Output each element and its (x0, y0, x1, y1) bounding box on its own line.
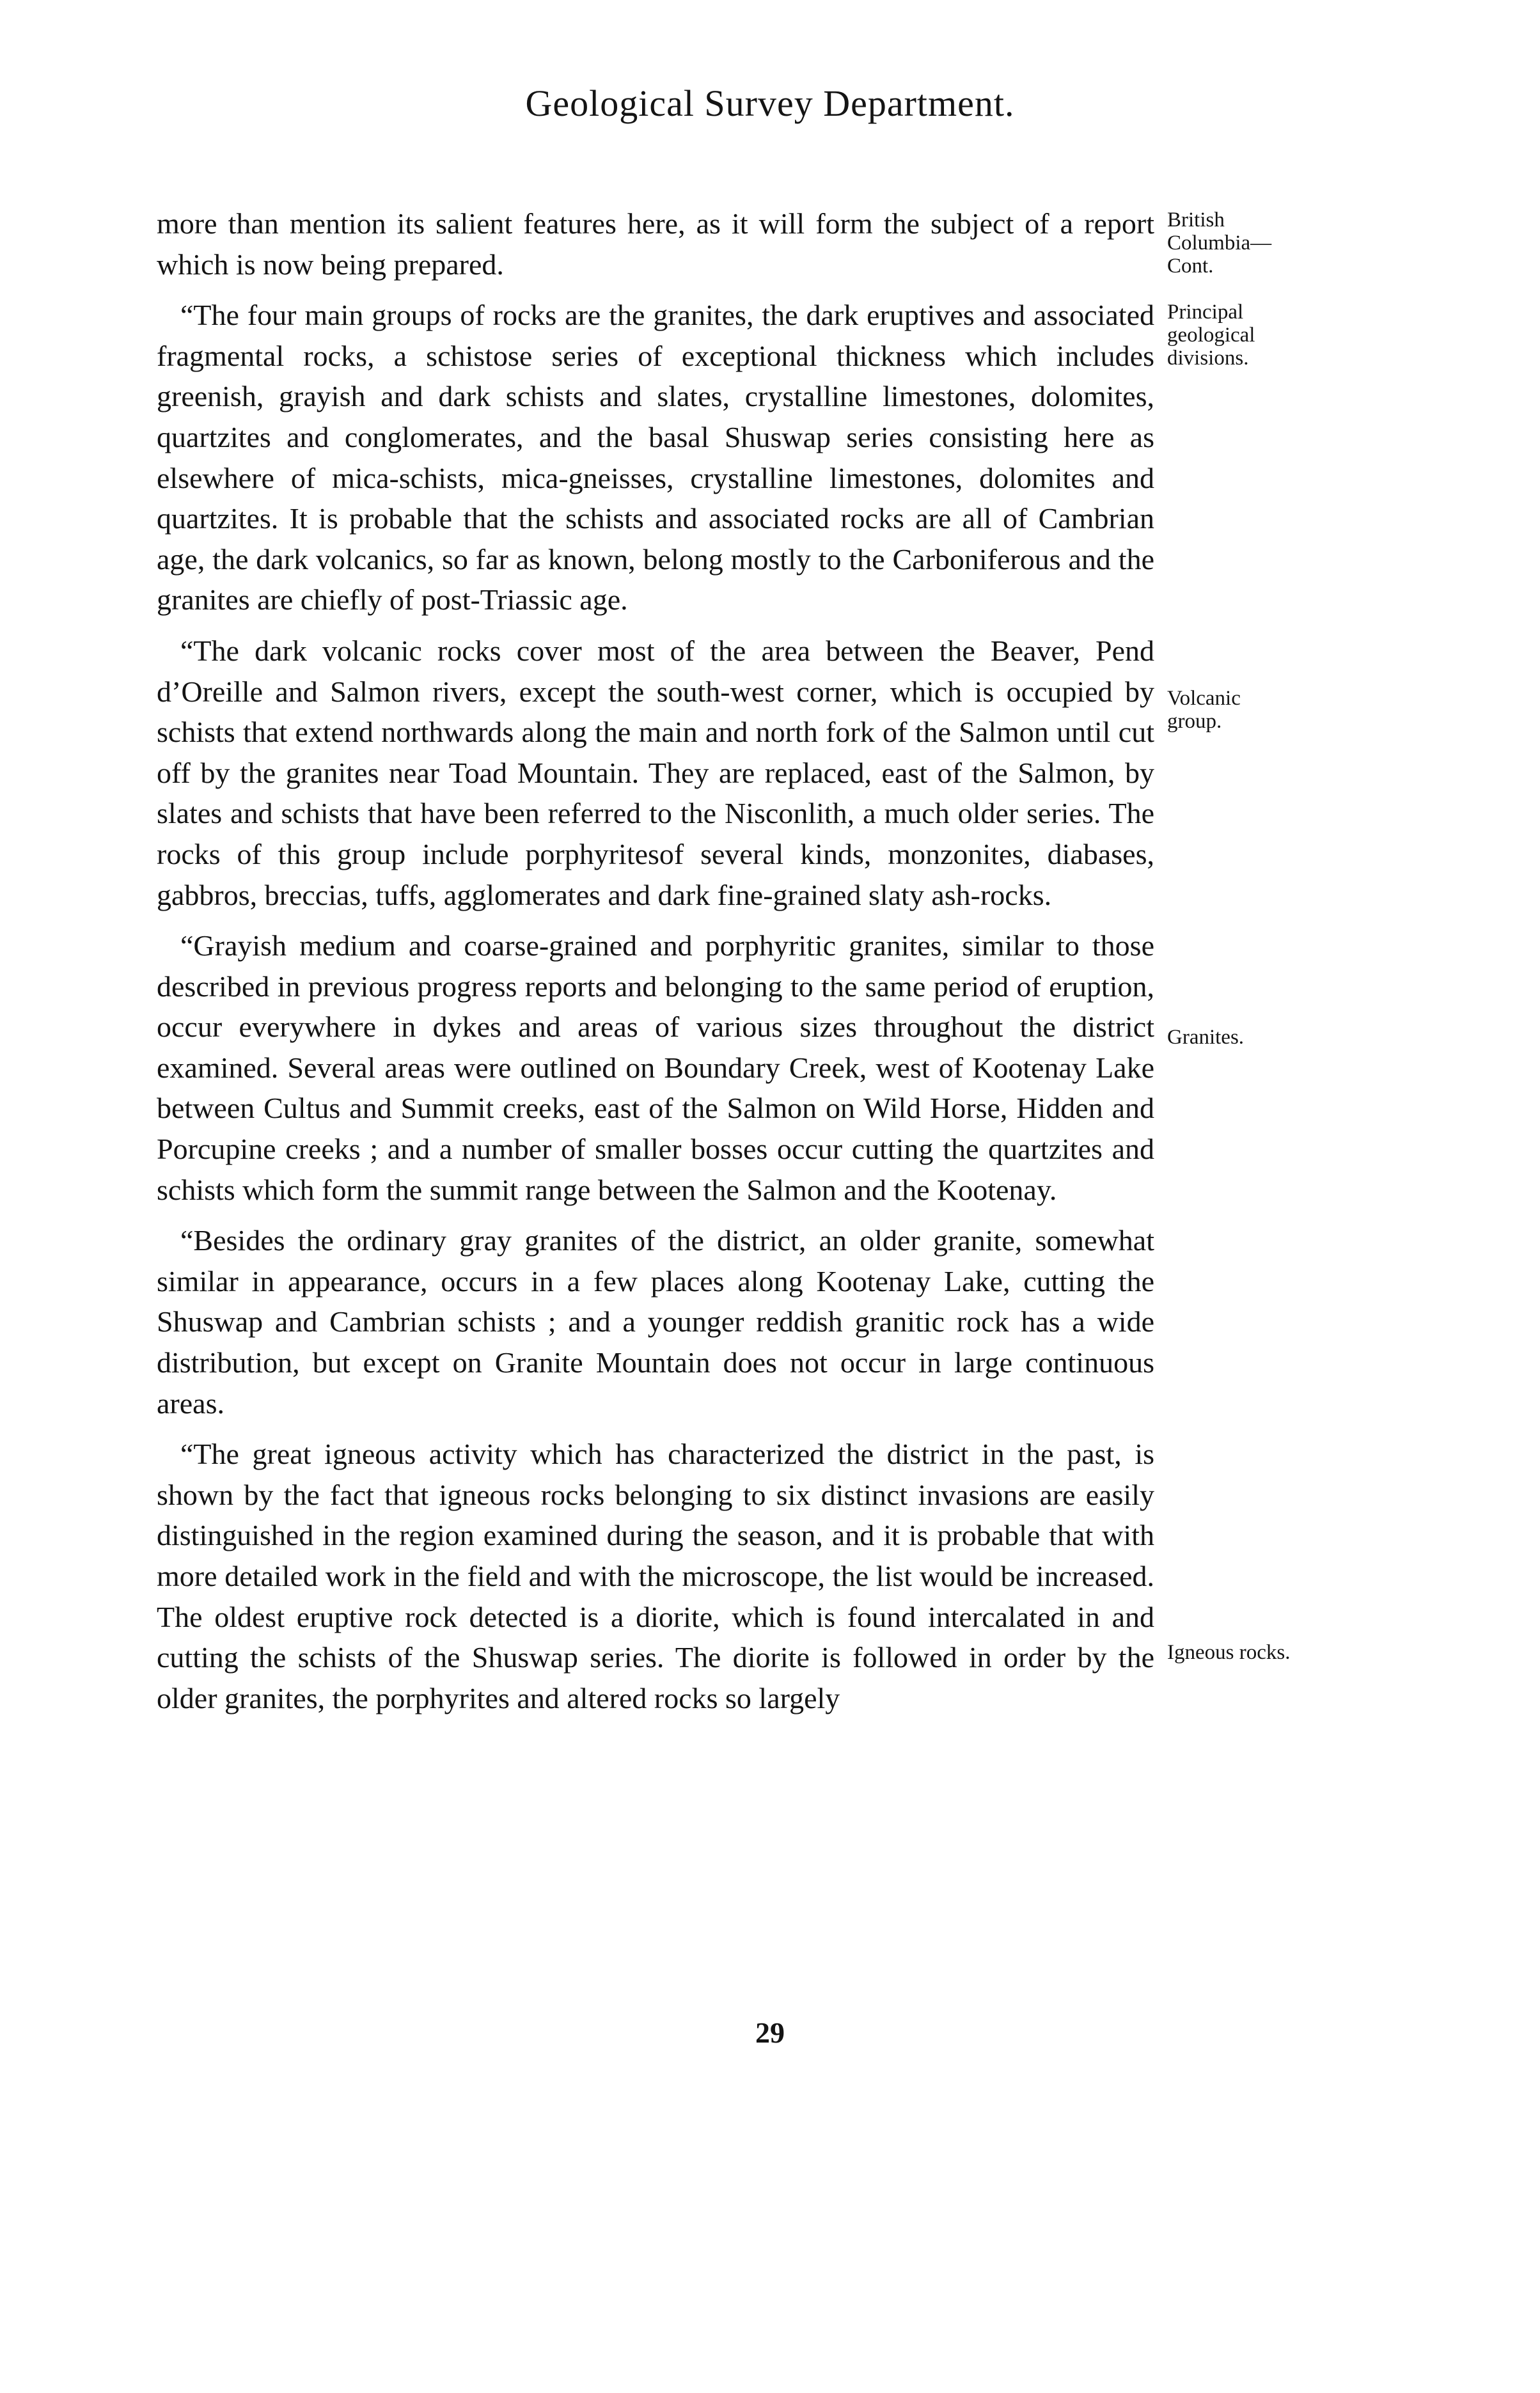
paragraph-granites: “Grayish medium and coarse-grained and porphyritic granites, similar to those described in previous progress reports and belonging to the same period of eruption, occur everywhere in dykes and areas of various sizes throughout the district examined. Several areas were outlined on Boundary Creek, west of Kootenay Lake between Cultus and Summit creeks, east of the Salmon on Wild Horse, Hidden and Porcupine creeks ; and a number of smaller bosses occur cutting the quartzites and schists which form the summit range between the Salmon and the Kootenay. (157, 929, 1154, 1206)
body-text (157, 203, 1154, 1718)
margin-note-principal-divisions: Principal geological divisions. (1167, 301, 1255, 370)
margin-note-british-columbia: British Columbia—Cont. (1167, 208, 1272, 278)
page-header-title: Geological Survey Department. (525, 82, 1015, 124)
paragraph-older-granite: “Besides the ordinary gray granites of the district, an older granite, somewhat similar in appearance, occurs in a few places along Kootenay Lake, cutting the Shuswap and Cambrian schists ; and a younger reddish granitic rock has a wide distribution, but except on Granite Mountain does not occur in large continuous areas. (157, 1224, 1154, 1420)
paragraph-main-groups: “The four main groups of rocks are the granites, the dark eruptives and associated fragmental rocks, a schistose series of exceptional thickness which includes greenish, grayish and dark schists and slates, crystalline limestones, dolomites, quartzites and conglomerates, and the basal Shuswap series consisting here as elsewhere of mica-schists, mica-gneisses, crystalline limestones, dolomites and quartzites. It is probable that the schists and associated rocks are all of Cambrian age, the dark volcanics, so far as known, belong mostly to the Carboniferous and the granites are chiefly of post-Triassic age. (157, 299, 1154, 616)
margin-note-volcanic-group: Volcanic group. (1167, 687, 1241, 733)
paragraph-volcanic-rocks: “The dark volcanic rocks cover most of the area between the Beaver, Pend d’Oreille and Salmon rivers, except the south-west corner, which is occupied by schists that extend northwards along the main and north fork of the Salmon until cut off by the granites near Toad Mountain. They are replaced, east of the Salmon, by slates and schists that have been referred to the Nisconlith, a much older series. The rocks of this group include porphyritesof several kinds, monzonites, diabases, gabbros, breccias, tuffs, agglomerates and dark fine-grained slaty ash-rocks. (157, 634, 1154, 911)
page-number: 29 (755, 2016, 785, 2049)
paragraph-igneous-activity: “The great igneous activity which has characterized the district in the past, is shown by the fact that igneous rocks belonging to six distinct invasions are easily distinguished in the region examined during the season, and it is probable that with more detailed work in the field and with the microscope, the list would be increased. The oldest eruptive rock detected is a diorite, which is found intercalated in and cutting the schists of the Shuswap series. The diorite is followed in order by the older granites, the porphyrites and altered rocks so largely (157, 1438, 1154, 1714)
margin-note-granites: Granites. (1167, 1026, 1245, 1049)
margin-note-igneous-rocks: Igneous rocks. (1167, 1641, 1291, 1664)
paragraph-report-intro: more than mention its salient features here, as it will form the subject of a report which is now being prepared. (157, 207, 1154, 281)
